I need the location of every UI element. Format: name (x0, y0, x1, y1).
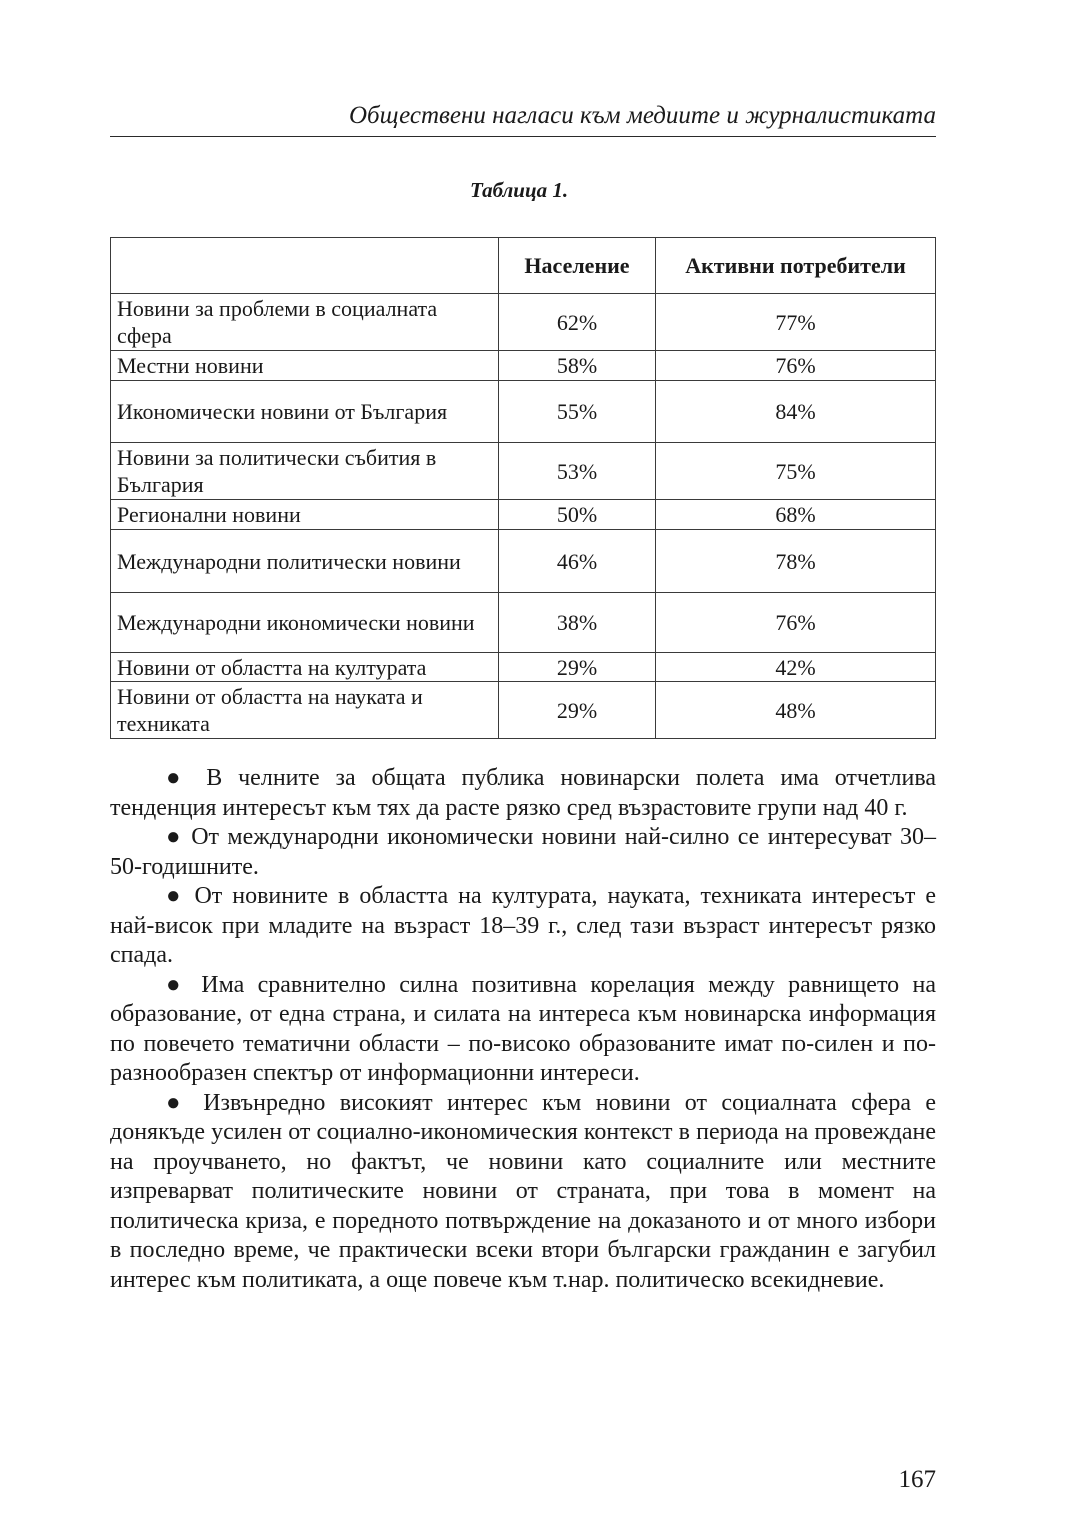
table-header-row (111, 238, 936, 294)
row-population: 62% (499, 294, 656, 351)
row-label: Регионални новини (111, 500, 499, 530)
row-population: 53% (499, 443, 656, 500)
table-row (111, 593, 936, 653)
table-row (111, 294, 936, 351)
header-population: Население (499, 238, 656, 294)
row-population: 29% (499, 653, 656, 682)
row-label: Международни политически новини (111, 530, 499, 593)
page-number: 167 (898, 1466, 936, 1493)
row-active: 76% (656, 351, 936, 381)
row-population: 50% (499, 500, 656, 530)
paragraph: ● От новините в областта на културата, науката, техниката интересът е най-висок при младите на възраст 18–39 г., след тази възраст интересът рязко спада. (110, 883, 936, 968)
table-row (111, 351, 936, 381)
row-active: 76% (656, 593, 936, 653)
row-population: 58% (499, 351, 656, 381)
row-population: 38% (499, 593, 656, 653)
body-text (110, 764, 936, 1295)
table-row (111, 682, 936, 739)
row-active: 75% (656, 443, 936, 500)
paragraph: ● Има сравнително силна позитивна корелация между равнището на образование, от една страна, и силата на интереса към новинарска информация по повечето тематични области – по-високо образованите имат по-силен и по-разнообразен спектър от информационни интереси. (110, 971, 936, 1086)
row-label: Новини от областта на науката и техниката (111, 682, 499, 739)
header-active-users: Активни потребители (656, 238, 936, 294)
paragraph: ● В челните за общата публика новинарски полета има отчетлива тенденция интересът към тях да расте рязко сред възрастовите групи над 40 г. (110, 765, 936, 821)
row-label: Новини за проблеми в социалната сфера (111, 294, 499, 351)
row-population: 46% (499, 530, 656, 593)
table-row (111, 530, 936, 593)
header-empty (111, 238, 499, 294)
table-row (111, 653, 936, 682)
row-active: 84% (656, 381, 936, 443)
table-row (111, 381, 936, 443)
row-active: 77% (656, 294, 936, 351)
table-caption: Таблица 1. (470, 178, 569, 202)
row-active: 78% (656, 530, 936, 593)
paragraph: ● Извънредно високият интерес към новини от социалната сфера е донякъде усилен от социално-икономическия контекст в периода на провеждане на проучването, но фактът, че новини като социалните или местните изпреварват политическите новини от страната, при това в момент на политическа криза, е поредното потвърждение на доказаното и от много избори в последно време, че практически всеки втори български гражданин е загубил интерес към политиката, а още повече към т.нар. политическо всекидневие. (110, 1089, 936, 1293)
row-label: Международни икономически новини (111, 593, 499, 653)
row-active: 48% (656, 682, 936, 739)
row-population: 55% (499, 381, 656, 443)
row-active: 68% (656, 500, 936, 530)
row-active: 42% (656, 653, 936, 682)
data-table (110, 237, 936, 739)
paragraph: ● От международни икономически новини най-силно се интересуват 30–50-годишните. (110, 824, 936, 880)
row-population: 29% (499, 682, 656, 739)
row-label: Новини от областта на културата (111, 653, 499, 682)
table-row (111, 443, 936, 500)
row-label: Новини за политически събития в България (111, 443, 499, 500)
row-label: Местни новини (111, 351, 499, 381)
row-label: Икономически новини от България (111, 381, 499, 443)
table-row (111, 500, 936, 530)
running-header: Обществени нагласи към медиите и журналистиката (110, 98, 936, 137)
